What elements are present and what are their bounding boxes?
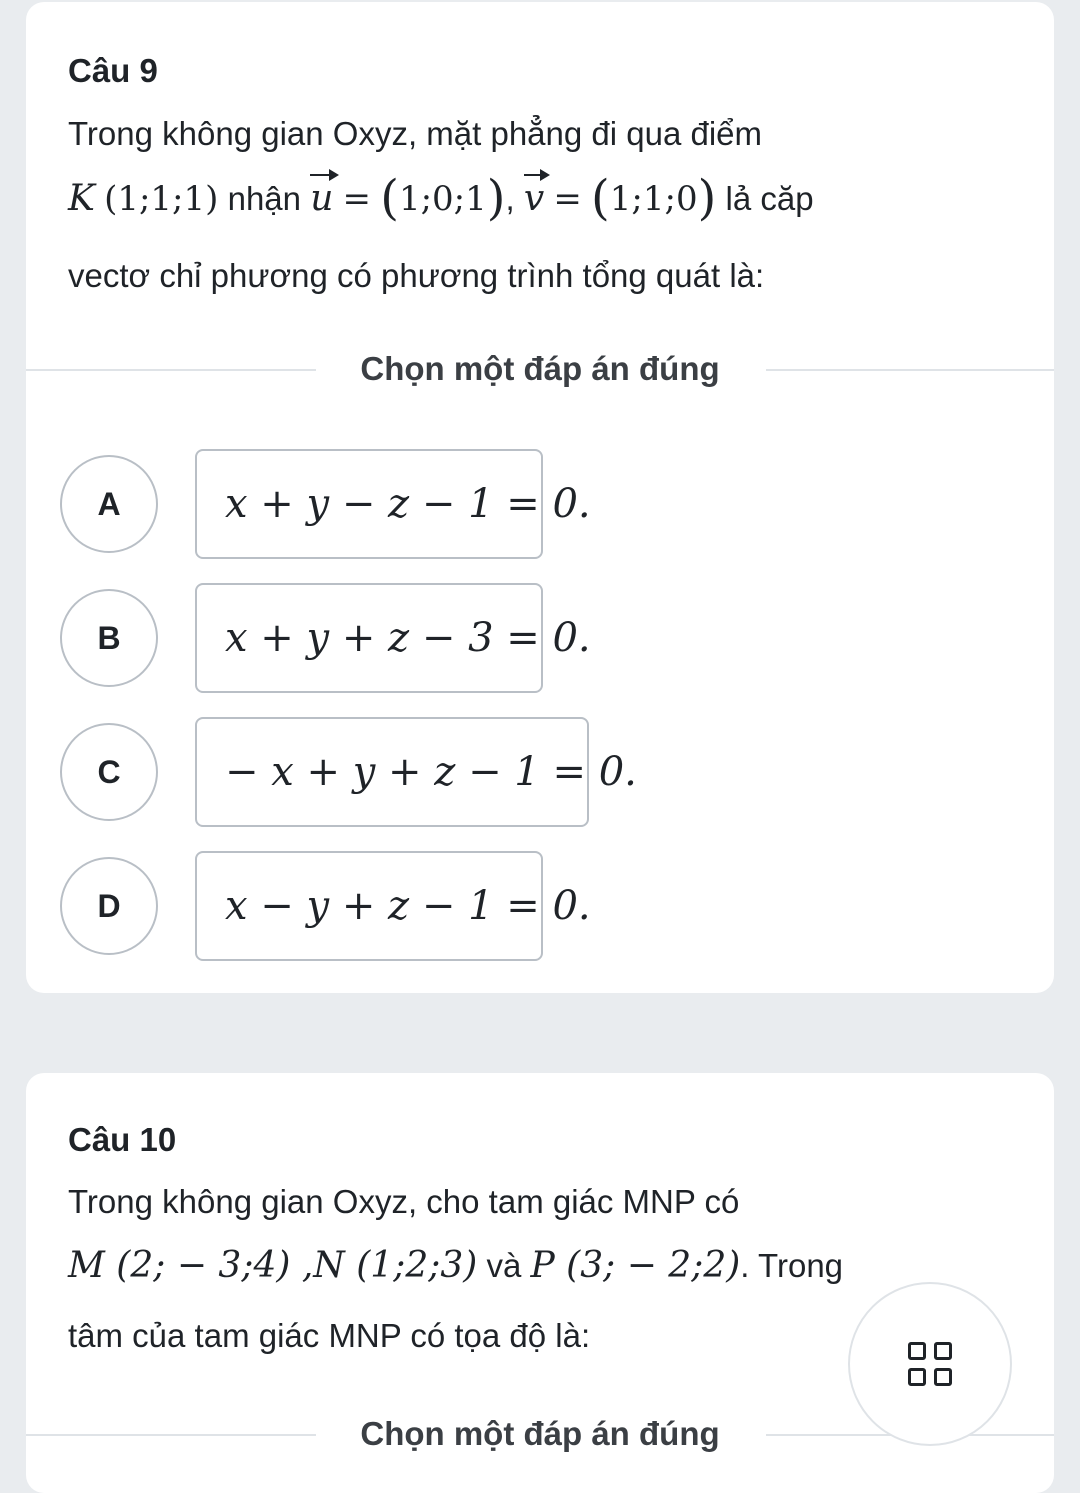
grid-cell <box>934 1368 952 1386</box>
paren-close-u: ) <box>486 170 506 226</box>
grid-cell <box>934 1342 952 1360</box>
question-9-title: Câu 9 <box>68 52 158 89</box>
paren-open-u: ( <box>380 170 399 226</box>
option-c-letter[interactable]: C <box>60 723 158 821</box>
question-grid-button[interactable] <box>848 1282 1012 1446</box>
text-nhan: nhận <box>227 180 311 217</box>
option-a-letter[interactable]: A <box>60 455 158 553</box>
points-m-n: M (2; − 3;4) ,N (1;2;3) <box>68 1245 478 1286</box>
option-d-letter[interactable]: D <box>60 857 158 955</box>
option-a-answer[interactable]: x + y − z − 1 = 0. <box>195 449 543 559</box>
option-b-letter[interactable]: B <box>60 589 158 687</box>
vector-u: u <box>310 178 334 219</box>
vector-v-equals: = <box>553 179 582 219</box>
grid-cell <box>908 1368 926 1386</box>
question-9-card <box>26 2 1054 993</box>
grid-icon <box>908 1342 952 1386</box>
text-va: và <box>477 1247 531 1284</box>
vector-u-equals: = <box>342 179 372 219</box>
question-10-title: Câu 10 <box>68 1121 177 1158</box>
option-c-answer[interactable]: − x + y + z − 1 = 0. <box>195 717 589 827</box>
point-p: P (3; − 2;2) <box>530 1245 741 1286</box>
choose-answer-label: Chọn một đáp án đúng <box>360 350 720 387</box>
text-la-cap: lả căp <box>725 180 814 217</box>
choose-answer-label-10: Chọn một đáp án đúng <box>360 1415 720 1452</box>
vector-v-coords: 1;1;0 <box>609 179 698 219</box>
vector-v: v <box>523 178 545 219</box>
question-10-line-2 <box>68 1245 843 1286</box>
question-10-line-1: Trong không gian Oxyz, cho tam giác MNP có <box>68 1183 740 1220</box>
point-k: K <box>68 178 95 219</box>
question-9-line-2 <box>68 170 814 226</box>
question-10-line-3: tâm của tam giác MNP có tọa độ là: <box>68 1317 591 1354</box>
point-k-coords: (1;1;1) <box>104 179 219 219</box>
option-d-answer[interactable]: x − y + z − 1 = 0. <box>195 851 543 961</box>
grid-cell <box>908 1342 926 1360</box>
question-9-line-3: vectơ chỉ phương có phương trình tổng quát là: <box>68 257 765 294</box>
option-b-answer[interactable]: x + y + z − 3 = 0. <box>195 583 543 693</box>
divider-line-right <box>766 369 1054 371</box>
text-trong: . Trong <box>740 1247 844 1284</box>
paren-close-v: ) <box>697 170 717 226</box>
comma-separator: , <box>505 180 515 217</box>
question-9-line-1: Trong không gian Oxyz, mặt phẳng đi qua điểm <box>68 115 763 152</box>
vector-u-coords: 1;0;1 <box>398 179 487 219</box>
choose-answer-divider <box>26 350 1054 390</box>
paren-open-v: ( <box>591 170 610 226</box>
